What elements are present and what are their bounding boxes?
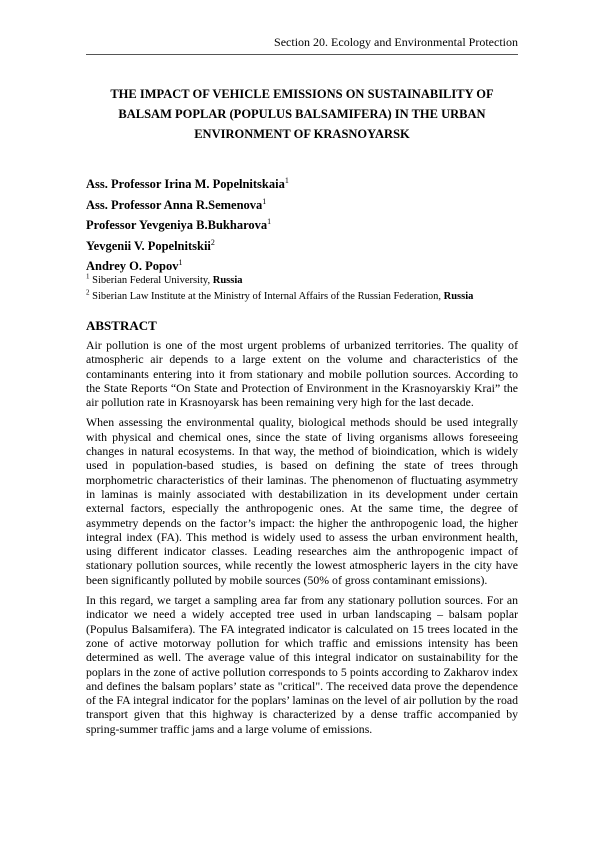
author-affil-mark: 1 [284,175,289,185]
affiliation-country: Russia [212,275,243,286]
running-header: Section 20. Ecology and Environmental Protection [86,35,518,55]
author-affil-mark: 1 [178,257,183,267]
affiliation-text: Siberian Federal University, [92,275,213,286]
affiliations [86,273,518,304]
author-name: Ass. Professor Anna R.Semenova [86,197,263,212]
abstract-body [86,338,518,742]
title-line: BALSAM POPLAR (POPULUS BALSAMIFERA) IN THE URBAN [118,107,486,121]
title-line: THE IMPACT OF VEHICLE EMISSIONS ON SUSTAINABILITY OF [110,87,494,101]
author-name: Andrey O. Popov [86,259,179,273]
title-line: ENVIRONMENT OF KRASNOYARSK [194,127,410,141]
author-affil-mark: 1 [262,196,267,206]
author-name: Yevgenii V. Popelnitskii [86,238,211,253]
abstract-paragraph: When assessing the environmental quality, biological methods should be used integrally with physical and chemical ones, since the state of living organisms allows foreseeing changes in natural ecosystems. In that way, the method of bioindication, which is widely used in population-based studies, is based on defining the state of trees through morphometric characteristics of their laminas. The phenomenon of fluctuating asymmetry in laminas is mainly associated with destabilization in its development under certain external factors, especially the anthropogenic ones. At the same time, the degree of asymmetry depends on the factor’s impact: the higher the anthropogenic load, the higher integral index (FA). This method is widely used to assess the urban environment health, using different indicator classes. Leading researches aim the anthropogenic impact of stationary pollution sources, while recently the lowest atmospheric layers in the city have been significantly polluted by mobile sources (50% of gross contaminant emissions). [86,415,518,587]
author [86,195,518,216]
author [86,215,518,236]
author-affil-mark: 1 [267,216,272,226]
author [86,236,518,257]
author-name: Ass. Professor Irina M. Popelnitskaia [86,177,285,191]
author [86,174,518,195]
author-list [86,174,518,277]
affiliation [86,289,518,305]
abstract-heading: ABSTRACT [86,318,157,333]
affiliation-text: Siberian Law Institute at the Ministry of Internal Affairs of the Russian Federation, [92,290,444,302]
paper-title [86,84,518,144]
affiliation-number: 2 [86,288,90,296]
abstract-paragraph: In this regard, we target a sampling area far from any stationary pollution sources. For an indicator we need a widely accepted tree used in urban landscaping – balsam poplar (Populus Balsamifera). The FA integrated indicator is calculated on 15 trees located in the zone of active motorway pollution for which traffic and emissions intensity has been determined as well. The average value of this integral indicator on sustainability for the poplars in the zone of active pollution corresponds to 5 points according to Zakharov index and defines the balsam poplars’ state as "critical". The received data prove the dependence of the FA integral indicator for the poplars’ laminas on the level of air pollution by the road transport given that this highway is characterized by a dense traffic accompanied by spring-summer traffic jams and a large volume of emissions. [86,593,518,736]
affiliation-country: Russia [443,290,474,302]
author-name: Professor Yevgeniya B.Bukharova [86,218,268,232]
author-affil-mark: 2 [210,237,215,247]
affiliation-number: 1 [86,272,90,281]
affiliation [86,273,518,289]
abstract-paragraph: Air pollution is one of the most urgent problems of urbanized territories. The quality of atmospheric air depends to a large extent on the volume and characteristics of the contaminants entering into it from stationary and mobile pollution sources. According to the State Reports “On State and Protection of Environment in the Krasnoyarskiy Krai” the air pollution rate in Krasnoyarsk has been remaining very high for the last decade. [86,338,518,410]
